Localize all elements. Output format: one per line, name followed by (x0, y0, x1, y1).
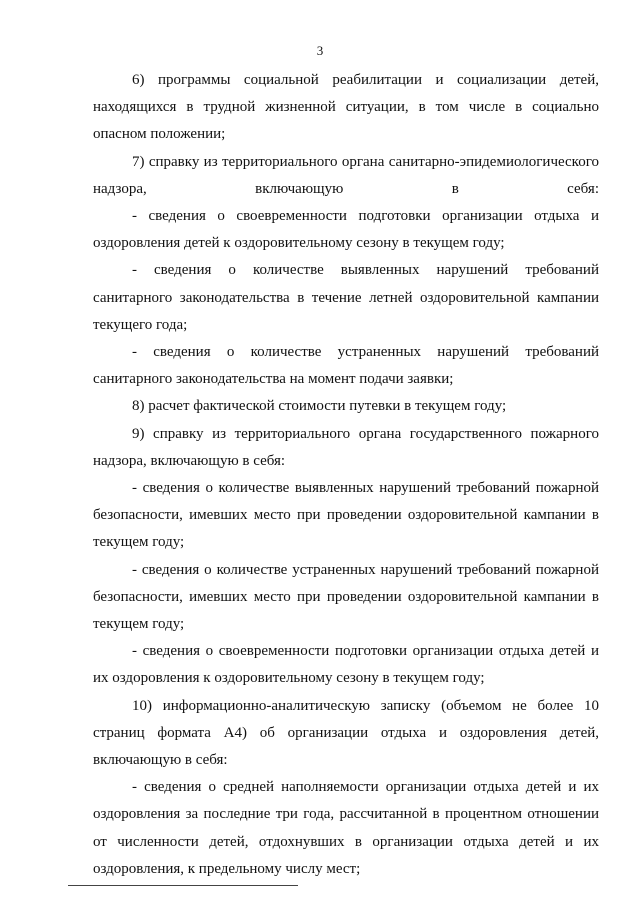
paragraph-subitem: - сведения о своевременности подготовки организации отдыха и оздоровления детей к оздоровительному сезону в текущем году; (93, 208, 599, 252)
paragraph-item-6: 6) программы социальной реабилитации и социализации детей, находящихся в трудной жизненной ситуации, в том числе в социально опасном положении; (93, 72, 599, 143)
paragraph-item-9: 9) справку из территориального органа государственного пожарного надзора, включающую в себя: (93, 425, 599, 469)
footer-divider (68, 885, 298, 886)
paragraph-subitem: - сведения о количестве устраненных нарушений требований санитарного законодательства на момент подачи заявки; (93, 344, 599, 388)
paragraph-subitem: - сведения о количестве устраненных нарушений требований пожарной безопасности, имевших место при проведении оздоровительной кампании в текущем году; (93, 561, 599, 633)
paragraph-subitem: - сведения о своевременности подготовки организации отдыха детей и их оздоровления к оздоровительному сезону в текущем году; (93, 643, 599, 687)
paragraph-subitem: - сведения о количестве выявленных нарушений требований пожарной безопасности, имевших место при проведении оздоровительной кампании в текущем году; (93, 480, 599, 551)
paragraph-subitem: - сведения о количестве выявленных нарушений требований санитарного законодательства в течение летней оздоровительной кампании текущего года; (93, 262, 599, 333)
paragraph-item-10: 10) информационно-аналитическую записку (объемом не более 10 страниц формата А4) об организации отдыха и оздоровления детей, включающую в себя: (93, 697, 599, 769)
document-body (93, 67, 599, 883)
paragraph-item-7: 7) справку из территориального органа санитарно-эпидемиологического надзора, включающую в себя: (93, 153, 599, 197)
paragraph-item-8: 8) расчет фактической стоимости путевки в текущем году; (132, 398, 507, 415)
paragraph-subitem: - сведения о средней наполняемости организации отдыха детей и их оздоровления за последние три года, рассчитанной в процентном отношении от численности детей, отдохнувших в организации отдыха детей и их оздоровления, к предельному числу мест; (93, 779, 599, 877)
page-number: 3 (316, 43, 324, 58)
